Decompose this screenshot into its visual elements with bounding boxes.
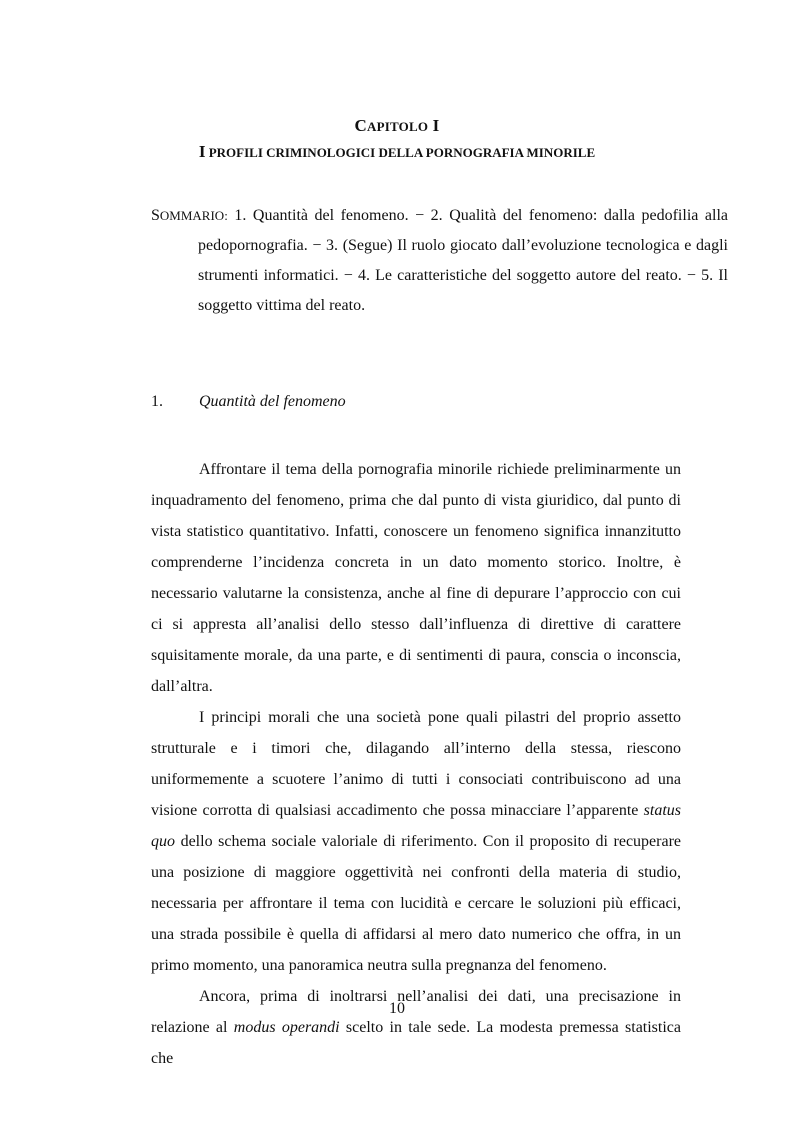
summary-label-rest: OMMARIO bbox=[159, 208, 225, 223]
paragraph-3-emphasis: modus operandi bbox=[233, 1019, 340, 1036]
summary-text: 1. Quantità del fenomeno. − 2. Qualità del fenomeno: dalla pedofilia alla pedopornografia. − 3. (Segue) Il ruolo giocato dall’evoluzione tecnologica e dagli strumenti informatici. − 4. Le caratteristiche del soggetto autore del reato. − 5. Il soggetto vittima del reato. bbox=[198, 207, 728, 314]
chapter-title-initial: I bbox=[198, 142, 206, 161]
summary-label-initial: S bbox=[151, 207, 160, 224]
paragraph-2-text-b: dello schema sociale valoriale di riferimento. Con il proposito di recuperare una posizione di maggiore oggettività nei confronti della materia di studio, necessaria per affrontare il tema con lucidità e cercare le soluzioni più efficaci, una strada possibile è quella di affidarsi al mero dato numerico che offra, in un primo momento, una panoramica neutra sulla pregnanza del fenomeno. bbox=[151, 833, 681, 974]
section-number: 1. bbox=[151, 393, 163, 410]
chapter-label bbox=[0, 116, 794, 136]
chapter-title-rest: PROFILI CRIMINOLOGICI DELLA PORNOGRAFIA MINORILE bbox=[205, 145, 596, 160]
chapter-label-rest: APITOLO bbox=[367, 119, 429, 134]
summary-block bbox=[151, 201, 728, 321]
summary-label-colon: : bbox=[224, 208, 228, 223]
section-title: Quantità del fenomeno bbox=[199, 393, 346, 410]
paragraph-2-text-a: I principi morali che una società pone quali pilastri del proprio assetto strutturale e i timori che, dilagando all’interno della stessa, riescono uniformemente a scuotere l’animo di tutti i consociati contribuiscono ad una visione corrotta di qualsiasi accadimento che possa minacciare l’apparente bbox=[151, 709, 681, 819]
paragraph-3-text-a: Ancora, prima di inoltrarsi nell’analisi dei dati, una precisazione in relazione al bbox=[151, 988, 681, 1036]
body-text bbox=[151, 454, 681, 1074]
page-number: 10 bbox=[389, 1000, 405, 1017]
paragraph-2 bbox=[151, 702, 681, 981]
chapter-numeral: I bbox=[428, 116, 440, 135]
chapter-title bbox=[0, 142, 794, 162]
paragraph-3-text-b: scelto in tale sede. La modesta premessa statistica che bbox=[151, 1019, 681, 1067]
chapter-label-initial: C bbox=[354, 116, 368, 135]
paragraph-2-emphasis: status quo bbox=[151, 802, 681, 850]
paragraph-3 bbox=[151, 981, 681, 1074]
paragraph-1: Affrontare il tema della pornografia minorile richiede preliminarmente un inquadramento del fenomeno, prima che dal punto di vista giuridico, dal punto di vista statistico quantitativo. Infatti, conoscere un fenomeno significa innanzitutto comprenderne l’incidenza concreta in un dato momento storico. Inoltre, è necessario valutarne la consistenza, anche al fine di depurare l’approccio con cui ci si appresta all’analisi dello stesso dall’influenza di direttive di carattere squisitamente morale, da una parte, e di sentimenti di paura, conscia o inconscia, dall’altra. bbox=[151, 461, 681, 695]
